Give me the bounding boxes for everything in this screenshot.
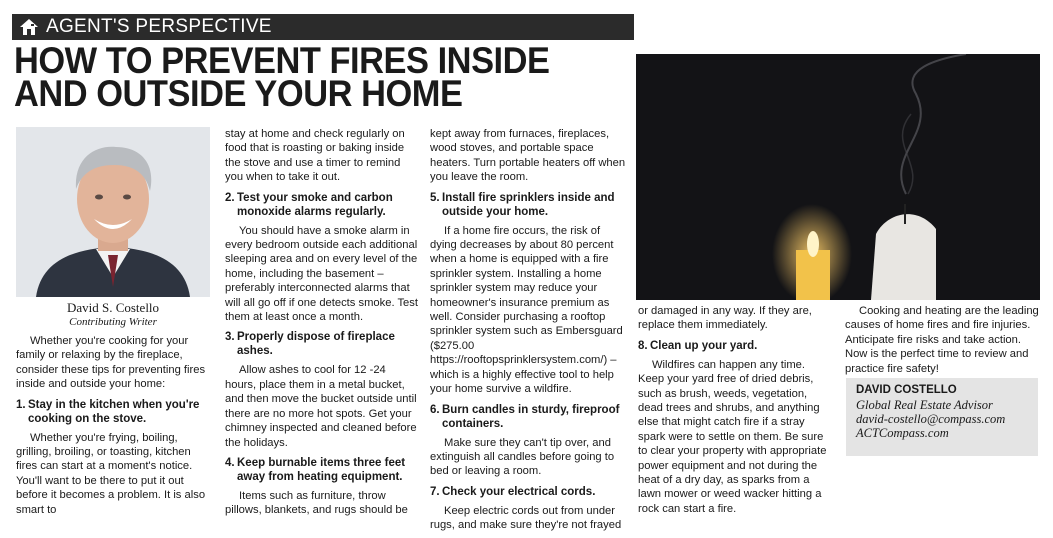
candle-image — [636, 54, 1040, 300]
house-icon — [18, 18, 40, 36]
author-role: Contributing Writer — [69, 316, 157, 328]
article-column-3 — [430, 127, 626, 538]
tip-body-7-cont: or damaged in any way. If they are, replace them immediately. — [638, 305, 812, 332]
article-column-2 — [225, 127, 419, 523]
signature-site: ACTCompass.com — [856, 426, 949, 440]
article-column-1 — [16, 334, 210, 522]
author-byline — [16, 300, 210, 328]
tip-heading-1: 1. Stay in the kitchen when you're cooking on the stove. — [16, 398, 200, 425]
signature-name: DAVID COSTELLO — [856, 384, 957, 396]
article-intro: Whether you're cooking for your family or relaxing by the fireplace, consider these tips for preventing fires inside and outside your home: — [16, 335, 206, 391]
section-banner — [12, 14, 634, 40]
tip-body-2: You should have a smoke alarm in every bedroom outside each additional sleeping area and on every level of the home, including the basement – preferably interconnected alarms that will all go off if one detects smoke. Test them at least once a month. — [225, 224, 418, 324]
author-name: David S. Costello — [66, 300, 160, 315]
headline-line-1: HOW TO PREVENT FIRES INSIDE — [14, 40, 550, 81]
section-label: AGENT'S PERSPECTIVE — [46, 16, 272, 37]
signature-box — [846, 378, 1038, 456]
author-portrait-image — [16, 127, 210, 297]
tip-body-6: Make sure they can't tip over, and extinguish all candles before going to bed or leaving a room. — [430, 436, 615, 478]
tip-body-4-cont: kept away from furnaces, fireplaces, wood stoves, and portable space heaters. Turn portable heaters off when you leave the room. — [430, 128, 626, 184]
tip-body-4: Items such as furniture, throw pillows, blankets, and rugs should be — [225, 489, 408, 517]
tip-body-1-cont: stay at home and check regularly on food that is roasting or baking inside the stove and use a timer to remind you when to take it out. — [225, 128, 405, 184]
article-closing: Cooking and heating are the leading causes of home fires and fire injuries. Anticipate fire risks and take action. Now is the perfect time to review and practice fire safety! — [845, 305, 1039, 375]
tip-heading-4: 4. Keep burnable items three feet away from heating equipment. — [225, 456, 406, 483]
signature-title: Global Real Estate Advisor — [856, 398, 993, 412]
signature-email: david-costello@compass.com — [856, 412, 1006, 426]
tip-heading-2: 2. Test your smoke and carbon monoxide alarms regularly. — [225, 191, 393, 218]
tip-heading-6: 6. Burn candles in sturdy, fireproof containers. — [430, 403, 620, 430]
tip-body-3: Allow ashes to cool for 12 -24 hours, place them in a metal bucket, and then move the bucket outside until there are no more hot spots. Get your chimney inspected and cleaned before the holidays. — [225, 364, 417, 449]
tip-heading-8: 8. Clean up your yard. — [638, 339, 758, 352]
candle-photo — [636, 54, 1040, 300]
tip-body-1: Whether you're frying, boiling, grilling, broiling, or toasting, kitchen fires can start at a moment's notice. You'll want to be there to put it out before it becomes a problem. It is also smart to — [16, 431, 206, 516]
article-headline — [14, 40, 591, 114]
tip-heading-5: 5. Install fire sprinklers inside and outside your home. — [430, 191, 615, 218]
article-column-5 — [845, 304, 1040, 381]
article-column-4 — [638, 304, 832, 521]
headline-line-2: AND OUTSIDE YOUR HOME — [14, 73, 463, 114]
tip-heading-7: 7. Check your electrical cords. — [430, 485, 596, 498]
tip-body-8: Wildfires can happen any time. Keep your yard free of dried debris, such as brush, weeds, vegetation, dead trees and shrubs, and anything else that might catch fire if a stray spark were to settle on them. Be sure to clear your property with appropriate power equipment and not during the heat of a dry day, as sparks from a lawn mower or weed wacker hitting a rock can start a fire. — [638, 358, 827, 515]
tip-body-7: Keep electric cords out from under rugs, and make sure they're not frayed — [430, 504, 622, 532]
tip-body-5: If a home fire occurs, the risk of dying decreases by about 80 percent when a home is equipped with a fire sprinkler system. Installing a home sprinkler system may reduce your homeowner's insurance premium as well. Consider purchasing a rooftop sprinkler system such as Embersguard ($275.00 https://rooftopsprinklersystem.com/) – which is a highly effective tool to help your home survive a wildfire. — [430, 224, 623, 396]
tip-heading-3: 3. Properly dispose of fireplace ashes. — [225, 331, 395, 358]
author-photo — [16, 127, 210, 297]
